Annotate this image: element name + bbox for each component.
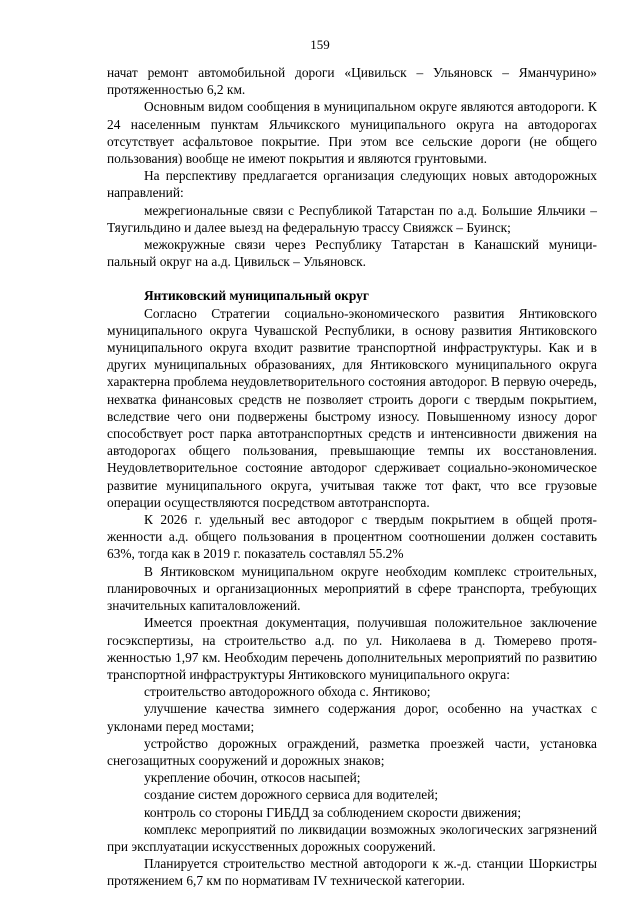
paragraph-measures-complex: В Янтиковском муниципальном округе необходим комплекс строительных, планировочных и организационных мероприятий в сфере транспорта, требующих значительных капиталовложений. — [107, 563, 597, 614]
list-item: укрепление обочин, откосов насыпей; — [144, 770, 361, 786]
paragraph-new-directions: На перспективу предлагается организация следующих новых автодорожных направлений: — [107, 168, 597, 201]
list-item: строительство автодорожного обхода с. Янтиково; — [144, 684, 431, 700]
paragraph-intermunicipal-links: межокружные связи через Республику Татарстан в Канашский муниципальный округ на а.д. Цивильск – Ульяновск. — [107, 237, 597, 270]
section-heading: Янтиковский муниципальный округ — [144, 288, 369, 304]
paragraph-road-communication: Основным видом сообщения в муниципальном округе являются автодороги. К 24 населенным пунктам Яльчикского муниципального округа на автодорогах отсутствует асфальтовое покрытие. При этом все сельские дороги (не общего пользования) вообще не имеют покрытия и являются грунтовыми. — [107, 99, 597, 167]
paragraph-2026-target: К 2026 г. удельный вес автодорог с твердым покрытием в общей протяженности а.д. общего пользования в процентном соотношении должен составить 63%, тогда как в 2019 г. показатель составлял 55.2% — [107, 512, 597, 562]
list-item: улучшение качества зимнего содержания дорог, особенно на участках с уклонами перед мостами; — [107, 701, 597, 734]
list-item: контроль со стороны ГИБДД за соблюдением скорости движения; — [144, 804, 522, 820]
list-item: комплекс мероприятий по ликвидации возможных экологических загрязнений при эксплуатации искусственных дорожных сооружений. — [107, 821, 597, 854]
page-number: 159 — [310, 37, 330, 52]
list-item: устройство дорожных ограждений, разметка проезжей части, установка снегозащитных сооружений и дорожных знаков; — [107, 735, 597, 768]
paragraph-interregional-links: межрегиональные связи с Республикой Татарстан по а.д. Большие Яльчики – Тяугильдино и далее выезд на федеральную трассу Свияжск – Буинск; — [107, 202, 597, 235]
paragraph-strategy: Согласно Стратегии социально-экономического развития Янтиковского муниципального округа Чувашской Республики, в основу развития Янтиковского муниципального округа входит развитие транспортной инфраструктуры. Как и в других муниципальных образованиях, для Янтиковского муниципального округа характерна проблема неудовлетворительного состояния автодорог. В первую очередь, нехватка финансовых средств не позволяет строить дороги с твердым покрытием, вследствие чего они подвержены быстрому износу. Повышенному износу дорог способствует рост парка автотранспортных средств и интенсивности движения на автодорогах общего пользования, превышающие темпы их восстановления. Неудовлетворительное состояние автодорог сдерживает социально-экономическое развитие муниципального округа, учитывая также тот факт, что все грузовые операции осуществляются посредством автотранспорта. — [107, 305, 597, 510]
document-body — [107, 64, 597, 890]
paragraph-continuation: начат ремонт автомобильной дороги «Цивильск – Ульяновск – Яманчурино» протяженностью 6,2 км. — [107, 65, 597, 98]
paragraph-planned-road: Планируется строительство местной автодороги к ж.-д. станции Шоркистры протяжением 6,7 км по нормативам IV технической категории. — [107, 856, 597, 889]
paragraph-project-documentation: Имеется проектная документация, получившая положительное заключение госэкспертизы, на строительство а.д. по ул. Николаева в д. Тюмерево протяженностью 1,97 км. Необходим перечень дополнительных мероприятий по развитию транспортной инфраструктуры Янтиковского муниципального округа: — [107, 615, 597, 682]
list-item: создание систем дорожного сервиса для водителей; — [144, 787, 439, 803]
